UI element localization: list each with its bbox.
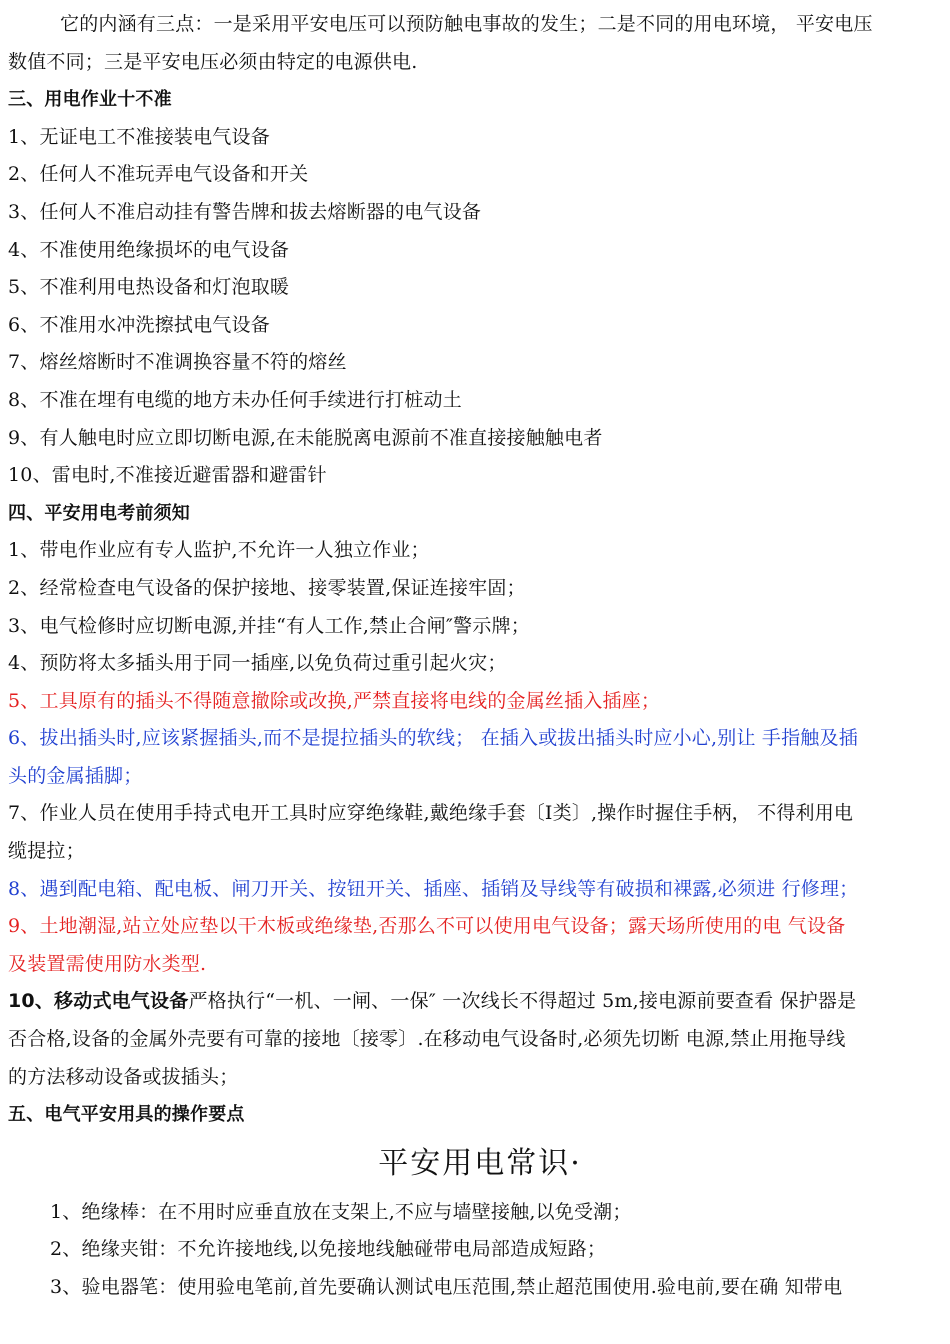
list-item: 1、无证电工不准接装电气设备 — [8, 125, 270, 148]
section-4-heading: 四、平安用电考前须知 — [8, 502, 190, 524]
list-item: 2、任何人不准玩弄电气设备和开关 — [8, 163, 309, 186]
list-item: 8、不准在埋有电缆的地方未办任何手续进行打桩动土 — [8, 388, 462, 411]
section-3-heading: 三、用电作业十不准 — [8, 89, 172, 111]
list-item-continued: 否合格,设备的金属外壳要有可靠的接地〔接零〕.在移动电气设备时,必须先切断 电源,禁止用拖导线 — [8, 1028, 846, 1051]
list-item: 3、电气检修时应切断电源,并挂“有人工作,禁止合闸″警示牌； — [8, 614, 530, 637]
list-item: 2、经常检查电气设备的保护接地、接零装置,保证连接牢固； — [8, 576, 526, 599]
intro-line-2: 数值不同；三是平安电压必须由特定的电源供电. — [8, 50, 418, 73]
list-item: 2、绝缘夹钳：不允许接地线,以免接地线触碰带电局部造成短路； — [50, 1238, 607, 1261]
list-item: 5、不准利用电热设备和灯泡取暖 — [8, 276, 290, 299]
list-item-red: 9、土地潮湿,站立处应垫以干木板或绝缘垫,否那么不可以使用电气设备；露天场所使用的电 气设备 — [8, 915, 846, 938]
list-item: 1、带电作业应有专人监护,不允许一人独立作业； — [8, 539, 430, 562]
list-item-red: 5、工具原有的插头不得随意撤除或改换,严禁直接将电线的金属丝插入插座； — [8, 689, 661, 712]
list-item-10 — [8, 983, 942, 1021]
list-item: 4、预防将太多插头用于同一插座,以免负荷过重引起火灾； — [8, 652, 507, 675]
list-item: 4、不准使用绝缘损坏的电气设备 — [8, 238, 290, 261]
intro-line-1: 它的内涵有三点：一是采用平安电压可以预防触电事故的发生；二是不同的用电环境， 平安电压 — [60, 13, 873, 35]
list-item-bold-lead: 10、移动式电气设备 — [8, 990, 189, 1013]
section-5-heading: 五、电气平安用具的操作要点 — [8, 1104, 245, 1126]
list-item-red-continued: 及装置需使用防水类型. — [8, 952, 207, 975]
list-item: 7、熔丝熔断时不准调换容量不符的熔丝 — [8, 351, 347, 374]
list-item-continued: 的方法移动设备或拔插头； — [8, 1065, 239, 1088]
list-item: 7、作业人员在使用手持式电开工具时应穿绝缘鞋,戴绝缘手套〔Ⅰ类〕,操作时握住手柄， 不得利用电 — [8, 802, 854, 825]
list-item-blue-continued: 头的金属插脚； — [8, 764, 143, 787]
list-item: 9、有人触电时应立即切断电源,在未能脱离电源前不准直接接触触电者 — [8, 426, 603, 449]
list-item-text: 严格执行“一机、一闸、一保″ 一次线长不得超过 5m,接电源前要查看 保护器是 — [188, 990, 857, 1013]
list-item: 3、任何人不准启动挂有警告牌和拔去熔断器的电气设备 — [8, 200, 482, 223]
list-item-continued: 缆提拉； — [8, 840, 85, 863]
list-item: 6、不准用水冲洗擦拭电气设备 — [8, 313, 270, 336]
list-item: 3、验电器笔：使用验电笔前,首先要确认测试电压范围,禁止超范围使用.验电前,要在确 知带电 — [50, 1276, 843, 1298]
list-item-blue: 6、拔出插头时,应该紧握插头,而不是提拉插头的软线； 在插入或拔出插头时应小心,别让 手指触及插 — [8, 727, 858, 750]
list-item: 1、绝缘棒：在不用时应垂直放在支架上,不应与墙壁接触,以免受潮； — [50, 1200, 632, 1223]
list-item-blue: 8、遇到配电箱、配电板、闸刀开关、按钮开关、插座、插销及导线等有破损和裸露,必须进 行修理； — [8, 877, 859, 900]
page-title: 平安用电常识· — [378, 1145, 582, 1181]
list-item: 10、雷电时,不准接近避雷器和避雷针 — [8, 464, 327, 487]
document-page — [8, 6, 942, 1307]
